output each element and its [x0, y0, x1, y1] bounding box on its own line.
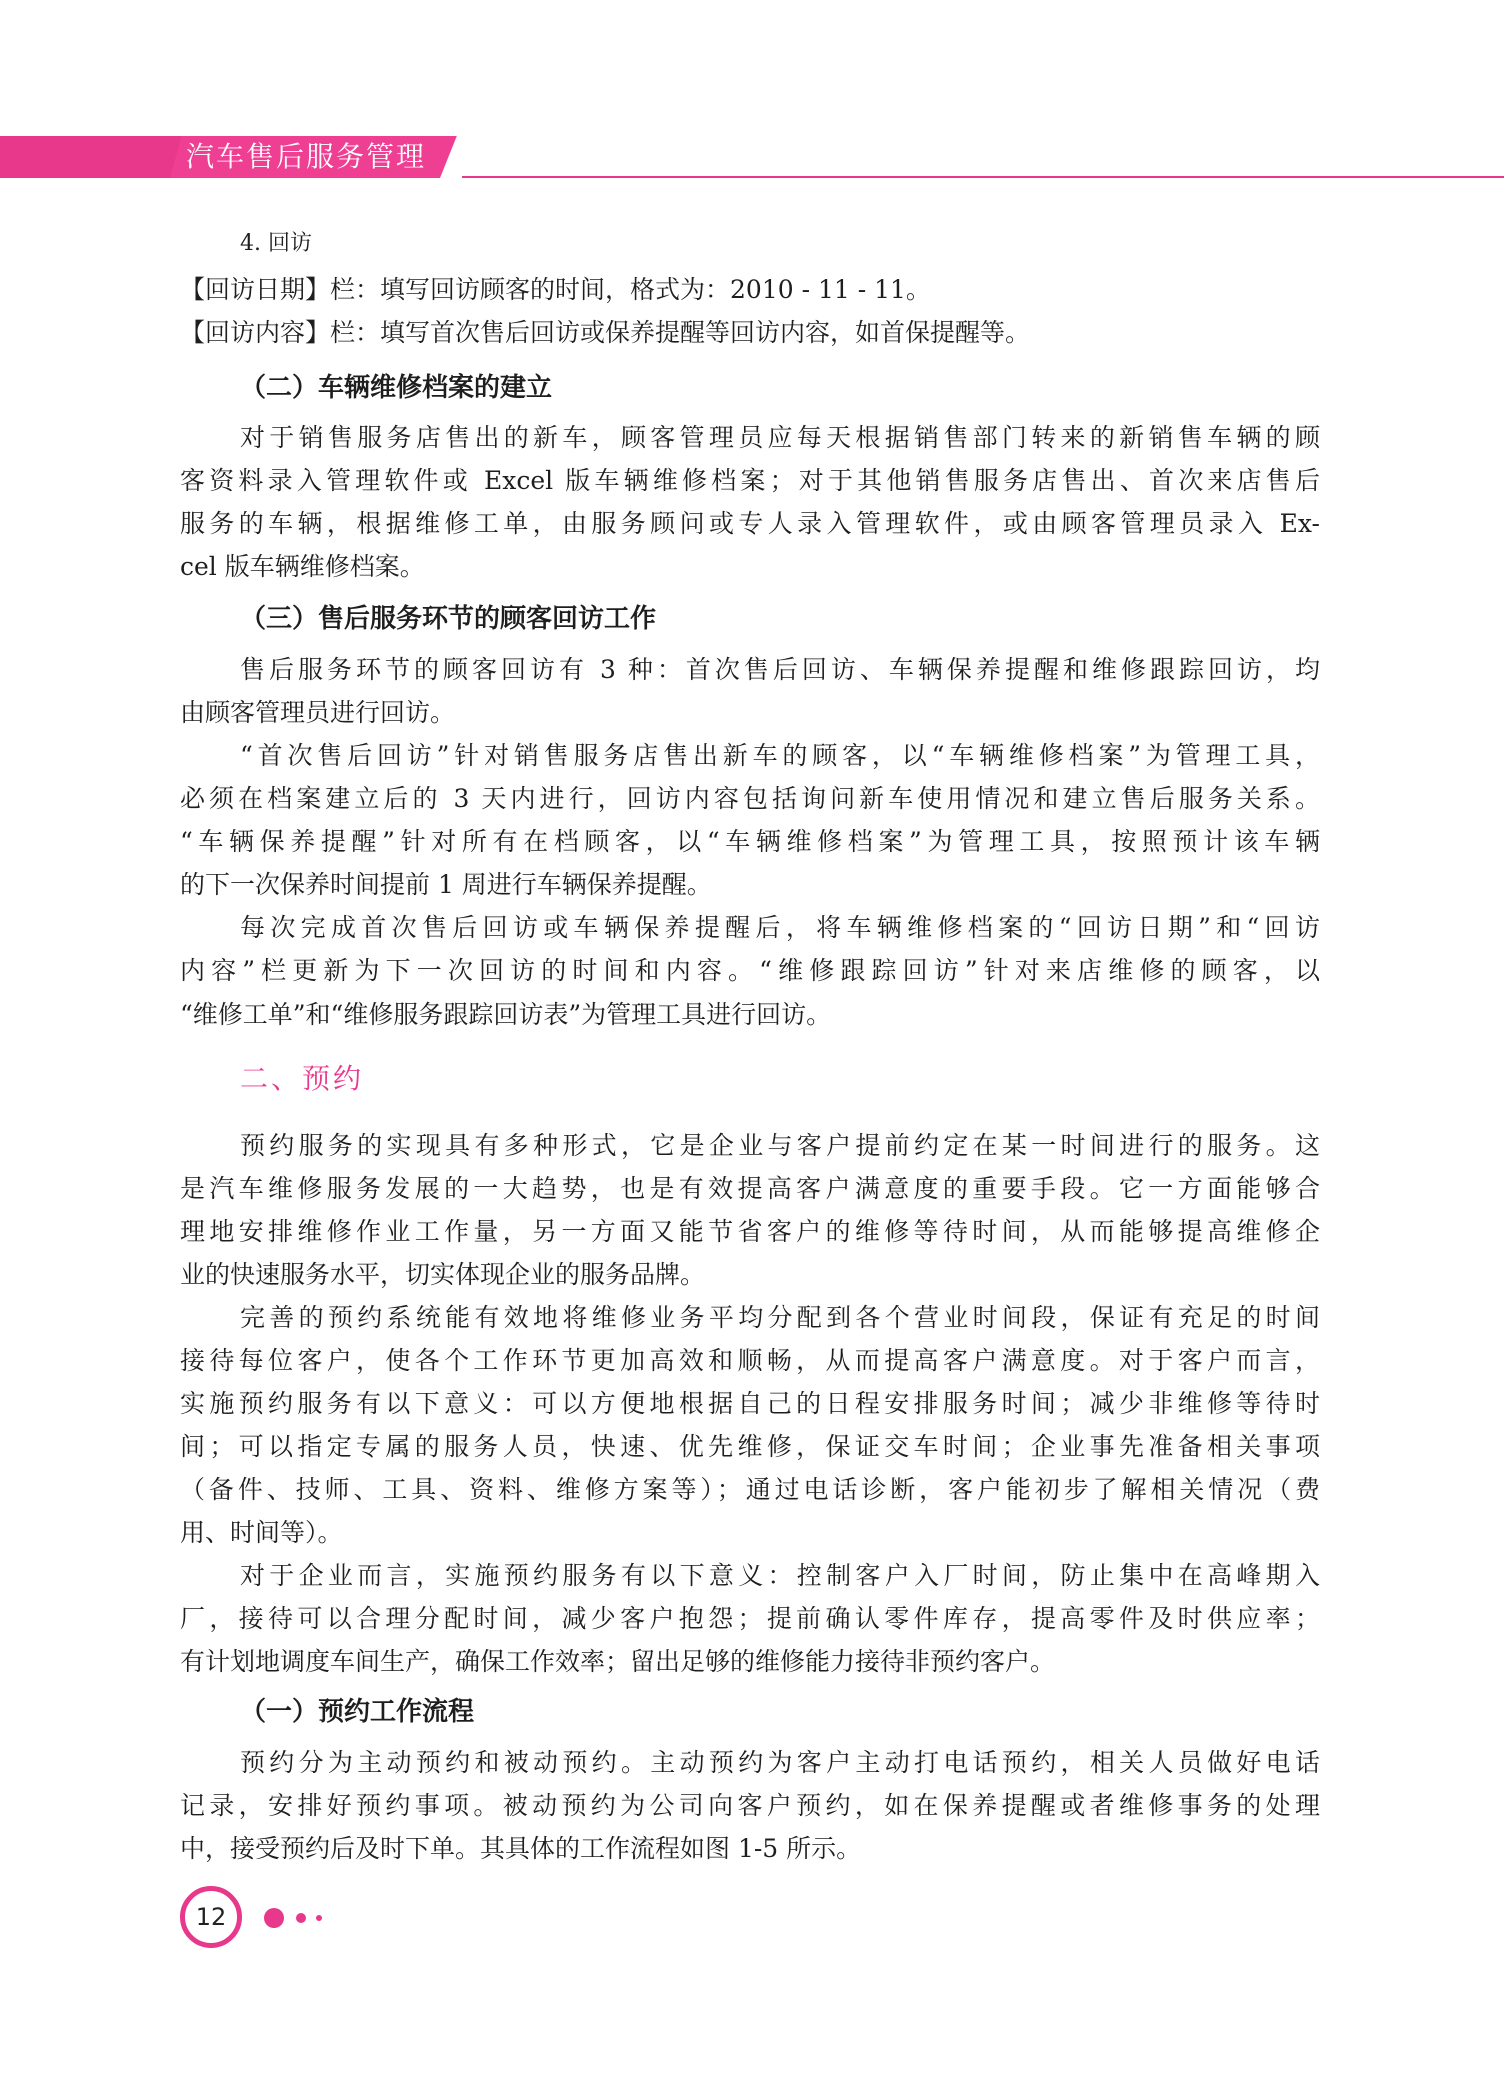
paragraph-line: 【回访内容】栏：填写首次售后回访或保养提醒等回访内容，如首保提醒等。	[180, 318, 1031, 347]
header-rule	[462, 176, 1504, 178]
paragraph-line: 售后服务环节的顾客回访有 3 种：首次售后回访、车辆保养提醒和维修跟踪回访，均	[240, 655, 1320, 684]
paragraph-line: 中，接受预约后及时下单。其具体的工作流程如图 1-5 所示。	[180, 1834, 862, 1863]
paragraph-line: 接待每位客户，使各个工作环节更加高效和顺畅，从而提高客户满意度。对于客户而言，	[180, 1346, 1320, 1375]
paragraph-line: 间；可以指定专属的服务人员，快速、优先维修，保证交车时间；企业事先准备相关事项	[180, 1432, 1320, 1461]
paragraph-line: 客资料录入管理软件或 Excel 版车辆维修档案；对于其他销售服务店售出、首次来店售后	[180, 466, 1320, 495]
paragraph-line: 服务的车辆，根据维修工单，由服务顾问或专人录入管理软件，或由顾客管理员录入 Ex-	[180, 509, 1320, 538]
heading-appointment-workflow: （一）预约工作流程	[240, 1697, 475, 1727]
running-title: 汽车售后服务管理	[186, 140, 427, 173]
page-number: 12	[195, 1903, 227, 1931]
paragraph-line: 必须在档案建立后的 3 天内进行，回访内容包括询问新车使用情况和建立售后服务关系。	[180, 784, 1320, 813]
decorative-dot	[296, 1913, 306, 1923]
paragraph-line: 完善的预约系统能有效地将维修业务平均分配到各个营业时间段，保证有充足的时间	[240, 1303, 1320, 1332]
paragraph-line: 理地安排维修作业工作量，另一方面又能节省客户的维修等待时间，从而能够提高维修企	[180, 1217, 1320, 1246]
paragraph-line: 由顾客管理员进行回访。	[180, 698, 456, 727]
paragraph-line: 对于销售服务店售出的新车，顾客管理员应每天根据销售部门转来的新销售车辆的顾	[240, 423, 1320, 452]
paragraph-line: 内容”栏更新为下一次回访的时间和内容。“维修跟踪回访”针对来店维修的顾客，以	[180, 956, 1320, 985]
paragraph-line: 对于企业而言，实施预约服务有以下意义：控制客户入厂时间，防止集中在高峰期入	[240, 1561, 1320, 1590]
paragraph-line: （备件、技师、工具、资料、维修方案等）；通过电话诊断，客户能初步了解相关情况（费	[180, 1475, 1320, 1504]
paragraph-line: “维修工单”和“维修服务跟踪回访表”为管理工具进行回访。	[180, 1000, 832, 1029]
heading-vehicle-archive: （二）车辆维修档案的建立	[240, 373, 553, 403]
paragraph-line: “车辆保养提醒”针对所有在档顾客，以“车辆维修档案”为管理工具，按照预计该车辆	[180, 827, 1320, 856]
paragraph-line: 记录，安排好预约事项。被动预约为公司向客户预约，如在保养提醒或者维修事务的处理	[180, 1791, 1320, 1820]
paragraph-line: 【回访日期】栏：填写回访顾客的时间，格式为：2010 - 11 - 11。	[180, 275, 931, 304]
decorative-dot	[264, 1908, 284, 1928]
paragraph-line: 用、时间等）。	[180, 1518, 343, 1547]
paragraph-line: 业的快速服务水平，切实体现企业的服务品牌。	[180, 1260, 706, 1289]
paragraph-line: “首次售后回访”针对销售服务店售出新车的顾客，以“车辆维修档案”为管理工具，	[240, 741, 1320, 770]
paragraph-line: 每次完成首次售后回访或车辆保养提醒后，将车辆维修档案的“回访日期”和“回访	[240, 913, 1320, 942]
section-heading-appointment: 二、预约	[240, 1062, 365, 1095]
subsection-4-title: 4. 回访	[240, 231, 312, 256]
paragraph-line: 预约分为主动预约和被动预约。主动预约为客户主动打电话预约，相关人员做好电话	[240, 1748, 1320, 1777]
paragraph-line: 是汽车维修服务发展的一大趋势，也是有效提高客户满意度的重要手段。它一方面能够合	[180, 1174, 1320, 1203]
paragraph-line: 实施预约服务有以下意义：可以方便地根据自己的日程安排服务时间；减少非维修等待时	[180, 1389, 1320, 1418]
paragraph-line: 厂，接待可以合理分配时间，减少客户抱怨；提前确认零件库存，提高零件及时供应率；	[180, 1604, 1320, 1633]
paragraph-line: 有计划地调度车间生产，确保工作效率；留出足够的维修能力接待非预约客户。	[180, 1647, 1056, 1676]
paragraph-line: 预约服务的实现具有多种形式，它是企业与客户提前约定在某一时间进行的服务。这	[240, 1131, 1320, 1160]
paragraph-line: cel 版车辆维修档案。	[180, 552, 425, 581]
heading-customer-return-visit: （三）售后服务环节的顾客回访工作	[240, 604, 657, 634]
paragraph-line: 的下一次保养时间提前 1 周进行车辆保养提醒。	[180, 870, 712, 899]
decorative-dot	[316, 1915, 322, 1921]
